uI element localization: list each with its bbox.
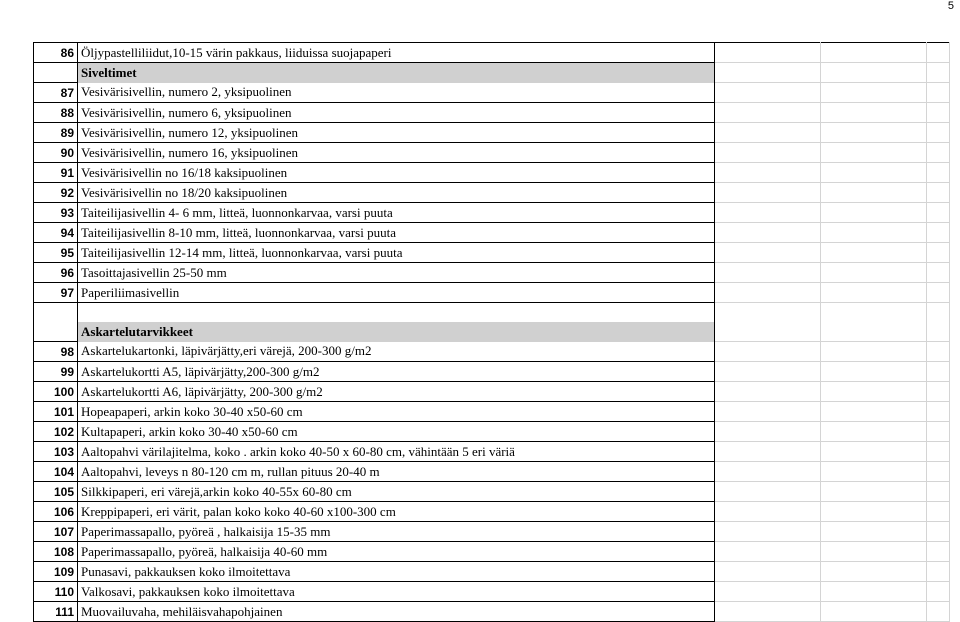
- empty-cell-col-1: [715, 103, 821, 123]
- empty-cell-col-3: [927, 283, 950, 303]
- empty-cell-col-3: [927, 183, 950, 203]
- empty-cell-col-1: [715, 602, 821, 622]
- empty-cell-col-2: [821, 263, 927, 283]
- table-row: [34, 163, 950, 183]
- empty-cell-col-1: [715, 163, 821, 183]
- table-row: [34, 223, 950, 243]
- item-number: 107: [34, 522, 78, 542]
- table-row: [34, 362, 950, 382]
- empty-cell-col-1: [715, 462, 821, 482]
- item-number: 103: [34, 442, 78, 462]
- item-description: Taiteilijasivellin 4- 6 mm, litteä, luonnonkarvaa, varsi puuta: [78, 203, 715, 223]
- empty-cell-col-2: [821, 143, 927, 163]
- empty-cell-col-2: [821, 103, 927, 123]
- item-description: [78, 303, 715, 323]
- item-number: 110: [34, 582, 78, 602]
- empty-cell-col-2: [821, 562, 927, 582]
- empty-cell-col-2: [821, 442, 927, 462]
- empty-cell-col-2: [821, 183, 927, 203]
- table-row: [34, 123, 950, 143]
- empty-cell-col-3: [927, 203, 950, 223]
- section-header-row: [34, 322, 950, 342]
- empty-cell-col-1: [715, 303, 821, 323]
- table-row: [34, 582, 950, 602]
- empty-cell-col-2: [821, 123, 927, 143]
- item-number: 92: [34, 183, 78, 203]
- item-description: Taiteilijasivellin 12-14 mm, litteä, luonnonkarvaa, varsi puuta: [78, 243, 715, 263]
- empty-cell-col-2: [821, 522, 927, 542]
- empty-cell-col-3: [927, 582, 950, 602]
- table-row: [34, 482, 950, 502]
- empty-cell-col-2: [821, 63, 927, 83]
- empty-cell-col-2: [821, 402, 927, 422]
- table-row: [34, 522, 950, 542]
- item-number: 102: [34, 422, 78, 442]
- item-number: 95: [34, 243, 78, 263]
- empty-cell-col-2: [821, 342, 927, 362]
- item-number: 91: [34, 163, 78, 183]
- page-number: 5: [947, 0, 954, 12]
- empty-cell-col-3: [927, 342, 950, 362]
- item-description: Vesivärisivellin, numero 6, yksipuolinen: [78, 103, 715, 123]
- empty-cell-col-3: [927, 382, 950, 402]
- item-description: Vesivärisivellin, numero 16, yksipuolinen: [78, 143, 715, 163]
- empty-cell-col-1: [715, 582, 821, 602]
- table-row: [34, 342, 950, 362]
- item-number: 93: [34, 203, 78, 223]
- empty-cell-col-1: [715, 482, 821, 502]
- empty-cell-col-2: [821, 203, 927, 223]
- table-row: [34, 462, 950, 482]
- item-description: Valkosavi, pakkauksen koko ilmoitettava: [78, 582, 715, 602]
- item-number: [34, 303, 78, 323]
- empty-cell-col-2: [821, 482, 927, 502]
- empty-cell-col-3: [927, 83, 950, 103]
- item-description: Vesivärisivellin no 16/18 kaksipuolinen: [78, 163, 715, 183]
- empty-cell-col-2: [821, 382, 927, 402]
- empty-cell-col-1: [715, 63, 821, 83]
- empty-cell-col-3: [927, 502, 950, 522]
- empty-cell-col-3: [927, 462, 950, 482]
- empty-cell-col-3: [927, 123, 950, 143]
- item-description: Hopeapaperi, arkin koko 30-40 x50-60 cm: [78, 402, 715, 422]
- empty-cell-col-2: [821, 602, 927, 622]
- item-description: Muovailuvaha, mehiläisvahapohjainen: [78, 602, 715, 622]
- item-description: Tasoittajasivellin 25-50 mm: [78, 263, 715, 283]
- empty-cell-col-2: [821, 163, 927, 183]
- empty-cell-col-2: [821, 422, 927, 442]
- empty-cell-col-1: [715, 542, 821, 562]
- empty-cell-col-2: [821, 462, 927, 482]
- table-row: [34, 502, 950, 522]
- empty-cell-col-1: [715, 342, 821, 362]
- empty-cell-col-1: [715, 562, 821, 582]
- empty-cell-col-1: [715, 502, 821, 522]
- item-number: 99: [34, 362, 78, 382]
- empty-cell-col-2: [821, 502, 927, 522]
- table-row: [34, 402, 950, 422]
- item-number: 98: [34, 342, 78, 362]
- empty-cell-col-1: [715, 422, 821, 442]
- item-description: Kultapaperi, arkin koko 30-40 x50-60 cm: [78, 422, 715, 442]
- table-row: [34, 382, 950, 402]
- item-number: 96: [34, 263, 78, 283]
- table-row: [34, 183, 950, 203]
- item-number: 101: [34, 402, 78, 422]
- empty-cell-col-2: [821, 83, 927, 103]
- empty-cell-col-1: [715, 223, 821, 243]
- empty-cell-col-1: [715, 143, 821, 163]
- empty-cell-col-3: [927, 43, 950, 63]
- item-number: 111: [34, 602, 78, 622]
- item-description: Silkkipaperi, eri värejä,arkin koko 40-55x 60-80 cm: [78, 482, 715, 502]
- empty-cell-col-1: [715, 362, 821, 382]
- item-description: Paperiliimasivellin: [78, 283, 715, 303]
- item-description: Aaltopahvi värilajitelma, koko . arkin koko 40-50 x 60-80 cm, vähintään 5 eri väriä: [78, 442, 715, 462]
- item-number: 106: [34, 502, 78, 522]
- item-description: Askartelukortti A5, läpivärjätty,200-300 g/m2: [78, 362, 715, 382]
- item-number: 97: [34, 283, 78, 303]
- section-title: Askartelutarvikkeet: [78, 322, 715, 342]
- empty-cell-col-1: [715, 522, 821, 542]
- table-row: [34, 143, 950, 163]
- empty-cell-col-3: [927, 303, 950, 323]
- item-number: [34, 322, 78, 342]
- table-row: [34, 283, 950, 303]
- empty-cell-col-2: [821, 582, 927, 602]
- empty-cell-col-2: [821, 43, 927, 63]
- item-description: Askartelukortti A6, läpivärjätty, 200-300 g/m2: [78, 382, 715, 402]
- section-title: Siveltimet: [78, 63, 715, 83]
- empty-cell-col-1: [715, 263, 821, 283]
- empty-cell-col-2: [821, 542, 927, 562]
- empty-cell-col-2: [821, 223, 927, 243]
- empty-cell-col-3: [927, 362, 950, 382]
- empty-cell-col-3: [927, 522, 950, 542]
- empty-cell-col-2: [821, 283, 927, 303]
- empty-cell-col-1: [715, 43, 821, 63]
- item-number: 104: [34, 462, 78, 482]
- empty-cell-col-3: [927, 482, 950, 502]
- empty-cell-col-2: [821, 362, 927, 382]
- item-number: 100: [34, 382, 78, 402]
- item-description: Öljypastelliliidut,10-15 värin pakkaus, liiduissa suojapaperi: [78, 43, 715, 63]
- empty-cell-col-3: [927, 163, 950, 183]
- table-row: [34, 542, 950, 562]
- item-number: [34, 63, 78, 83]
- item-number: 89: [34, 123, 78, 143]
- item-description: Punasavi, pakkauksen koko ilmoitettava: [78, 562, 715, 582]
- empty-cell-col-3: [927, 243, 950, 263]
- item-description: Vesivärisivellin no 18/20 kaksipuolinen: [78, 183, 715, 203]
- item-number: 88: [34, 103, 78, 123]
- empty-cell-col-3: [927, 223, 950, 243]
- empty-cell-col-2: [821, 243, 927, 263]
- spacer-row: [34, 303, 950, 323]
- table-row: [34, 243, 950, 263]
- table-row: [34, 263, 950, 283]
- empty-cell-col-3: [927, 322, 950, 342]
- table-row: [34, 203, 950, 223]
- empty-cell-col-3: [927, 143, 950, 163]
- empty-cell-col-2: [821, 322, 927, 342]
- table-row: [34, 43, 950, 63]
- table-row: [34, 83, 950, 103]
- empty-cell-col-1: [715, 442, 821, 462]
- empty-cell-col-3: [927, 422, 950, 442]
- section-header-row: [34, 63, 950, 83]
- item-description: Askartelukartonki, läpivärjätty,eri värejä, 200-300 g/m2: [78, 342, 715, 362]
- empty-cell-col-3: [927, 562, 950, 582]
- table-row: [34, 103, 950, 123]
- table-row: [34, 562, 950, 582]
- empty-cell-col-2: [821, 303, 927, 323]
- empty-cell-col-1: [715, 283, 821, 303]
- empty-cell-col-1: [715, 203, 821, 223]
- empty-cell-col-3: [927, 602, 950, 622]
- item-description: Vesivärisivellin, numero 12, yksipuolinen: [78, 123, 715, 143]
- empty-cell-col-3: [927, 442, 950, 462]
- item-description: Kreppipaperi, eri värit, palan koko koko 40-60 x100-300 cm: [78, 502, 715, 522]
- item-description: Aaltopahvi, leveys n 80-120 cm m, rullan pituus 20-40 m: [78, 462, 715, 482]
- empty-cell-col-1: [715, 243, 821, 263]
- product-table: [33, 42, 950, 622]
- item-description: Paperimassapallo, pyöreä , halkaisija 15-35 mm: [78, 522, 715, 542]
- item-description: Vesivärisivellin, numero 2, yksipuolinen: [78, 83, 715, 103]
- item-description: Paperimassapallo, pyöreä, halkaisija 40-60 mm: [78, 542, 715, 562]
- item-description: Taiteilijasivellin 8-10 mm, litteä, luonnonkarvaa, varsi puuta: [78, 223, 715, 243]
- item-number: 105: [34, 482, 78, 502]
- table-row: [34, 422, 950, 442]
- empty-cell-col-3: [927, 103, 950, 123]
- item-number: 87: [34, 83, 78, 103]
- empty-cell-col-1: [715, 83, 821, 103]
- empty-cell-col-1: [715, 402, 821, 422]
- empty-cell-col-3: [927, 542, 950, 562]
- empty-cell-col-1: [715, 322, 821, 342]
- table-row: [34, 442, 950, 462]
- empty-cell-col-1: [715, 123, 821, 143]
- item-number: 86: [34, 43, 78, 63]
- table-row: [34, 602, 950, 622]
- item-number: 94: [34, 223, 78, 243]
- empty-cell-col-1: [715, 183, 821, 203]
- item-number: 90: [34, 143, 78, 163]
- empty-cell-col-3: [927, 63, 950, 83]
- empty-cell-col-3: [927, 263, 950, 283]
- item-number: 109: [34, 562, 78, 582]
- empty-cell-col-3: [927, 402, 950, 422]
- item-number: 108: [34, 542, 78, 562]
- empty-cell-col-1: [715, 382, 821, 402]
